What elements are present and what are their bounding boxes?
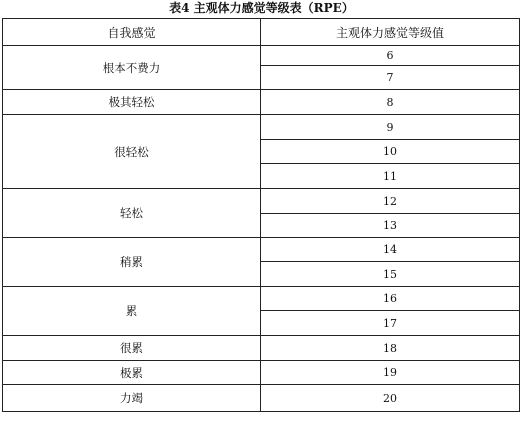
column-header-feeling: 自我感觉 <box>3 19 261 46</box>
rpe-value-cell: 9 <box>261 115 520 140</box>
rpe-value-cell: 15 <box>261 262 520 287</box>
table-row <box>3 46 520 66</box>
rpe-value-cell: 11 <box>261 164 520 189</box>
feeling-cell: 很累 <box>3 336 261 361</box>
rpe-value-cell: 12 <box>261 189 520 214</box>
table-row <box>3 90 520 115</box>
feeling-cell: 极其轻松 <box>3 90 261 115</box>
rpe-value-cell: 20 <box>261 385 520 412</box>
rpe-value-cell: 18 <box>261 336 520 361</box>
feeling-cell: 稍累 <box>3 238 261 287</box>
table-row <box>3 238 520 262</box>
table-row <box>3 115 520 140</box>
table-row <box>3 287 520 311</box>
feeling-cell: 轻松 <box>3 189 261 238</box>
table-row <box>3 361 520 385</box>
rpe-value-cell: 13 <box>261 214 520 238</box>
feeling-cell: 很轻松 <box>3 115 261 189</box>
table-body <box>3 46 520 412</box>
feeling-cell: 累 <box>3 287 261 336</box>
rpe-value-cell: 17 <box>261 311 520 336</box>
rpe-value-cell: 19 <box>261 361 520 385</box>
column-header-rpe-value: 主观体力感觉等级值 <box>261 19 520 46</box>
rpe-table <box>2 18 520 412</box>
header-row <box>3 19 520 46</box>
feeling-cell: 根本不费力 <box>3 46 261 90</box>
rpe-value-cell: 16 <box>261 287 520 311</box>
feeling-cell: 极累 <box>3 361 261 385</box>
rpe-value-cell: 8 <box>261 90 520 115</box>
table-caption: 表4 主观体力感觉等级表（RPE） <box>169 1 354 15</box>
rpe-value-cell: 7 <box>261 66 520 90</box>
table-row <box>3 189 520 214</box>
feeling-cell: 力竭 <box>3 385 261 412</box>
rpe-value-cell: 10 <box>261 140 520 164</box>
rpe-value-cell: 6 <box>261 46 520 66</box>
table-row <box>3 336 520 361</box>
rpe-value-cell: 14 <box>261 238 520 262</box>
table-row <box>3 385 520 412</box>
